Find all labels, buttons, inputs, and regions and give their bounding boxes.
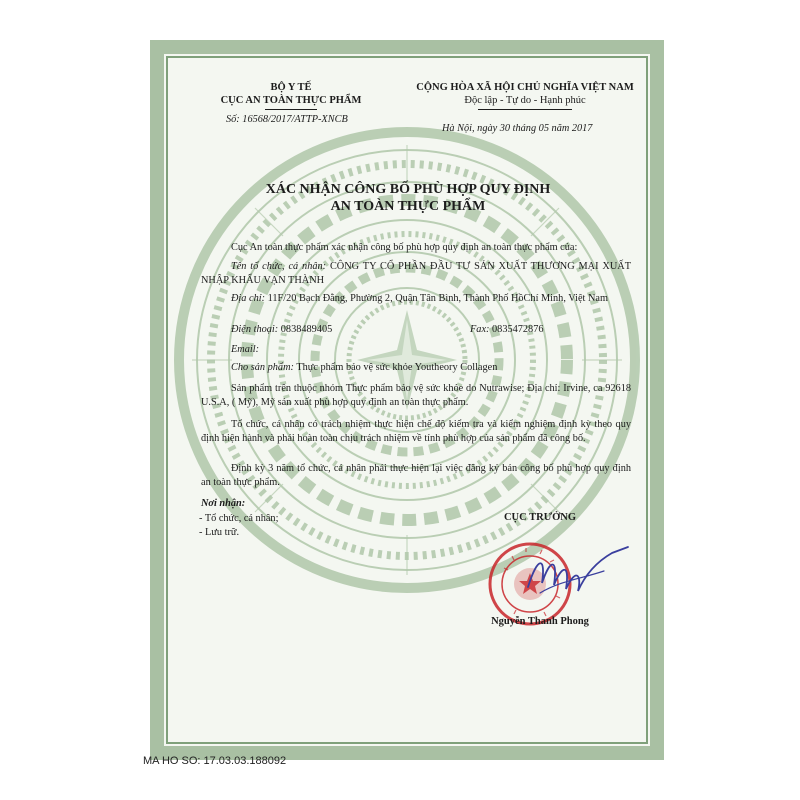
fax-label: Fax:: [470, 324, 490, 335]
organization-field: [201, 260, 631, 287]
document-title-line2: AN TOÀN THỰC PHẨM: [330, 199, 486, 214]
fax-value: 0835472876: [492, 324, 544, 335]
recipient-item: - Lưu trữ.: [199, 527, 240, 538]
paragraph-responsibility: Tổ chức, cá nhân có trách nhiệm thực hiện chế độ kiểm tra và kiểm nghiệm định kỳ theo quy định hiện hành và phải hoàn toàn chịu trách nhiệm về tính phù hợp của sản phẩm đã công bố.: [201, 419, 631, 444]
organization-label: Tên tổ chức, cá nhân:: [231, 261, 327, 272]
agency-underline: [265, 109, 317, 110]
motto-underline: [478, 109, 572, 110]
address-field: [201, 292, 631, 306]
paragraph-manufacturer: Sản phẩm trên thuộc nhóm Thực phẩm bảo vệ sức khỏe do Nutrawise; Địa chỉ: Irvine, ca 92618 U.S.A, ( Mỹ), Mỹ sản xuất phù hợp quy định an toàn thực phẩm.: [201, 383, 631, 408]
recipient-item: - Tổ chức, cá nhân;: [199, 513, 279, 524]
organization-value: CÔNG TY CỔ PHẦN ĐẦU TƯ SẢN XUẤT THƯƠNG MẠI XUẤT NHẬP KHẨU VẠN THÀNH: [201, 261, 631, 286]
national-motto: Độc lập - Tự do - Hạnh phúc: [464, 95, 586, 106]
product-value: Thực phẩm bảo vệ sức khỏe Youtheory Collagen: [296, 362, 498, 373]
record-code: MA HO SO: 17.03.03.188092: [143, 755, 287, 767]
product-label: Cho sản phẩm:: [231, 362, 294, 373]
issue-date: Hà Nội, ngày 30 tháng 05 năm 2017: [442, 123, 593, 134]
agency-name: CỤC AN TOÀN THỰC PHẨM: [220, 95, 362, 106]
email-label: Email:: [231, 344, 260, 355]
recipients-label: Nơi nhận:: [201, 498, 246, 509]
ministry-name: BỘ Y TẾ: [270, 82, 312, 93]
signatory-name: Nguyễn Thanh Phong: [491, 616, 589, 627]
intro-text: Cục An toàn thực phẩm xác nhận công bố phù hợp quy định an toàn thực phẩm của:: [231, 242, 578, 253]
phone-value: 0838489405: [280, 324, 333, 335]
phone-label: Điện thoại:: [231, 324, 279, 335]
product-field: [231, 363, 497, 373]
fax-field: [470, 325, 544, 335]
nation-title: CỘNG HÒA XÃ HỘI CHỦ NGHĨA VIỆT NAM: [416, 82, 634, 93]
phone-field: [231, 325, 332, 335]
address-value: 11F/20 Bạch Đằng, Phường 2, Quận Tân Bình, Thành Phố HồChí Minh, Việt Nam: [267, 293, 608, 304]
signatory-role: CỤC TRƯỞNG: [503, 512, 577, 523]
document-title: XÁC NHẬN CÔNG BỐ PHÙ HỢP QUY ĐỊNH: [265, 182, 551, 197]
address-label: Địa chỉ:: [231, 293, 266, 304]
handwritten-signature: [520, 545, 640, 605]
document-number: Số: 16568/2017/ATTP-XNCB: [226, 114, 348, 125]
paragraph-renewal: Định kỳ 3 năm tổ chức, cá nhân phải thực hiện lại việc đăng ký bản công bố phù hợp quy định an toàn thực phẩm.: [201, 463, 631, 488]
